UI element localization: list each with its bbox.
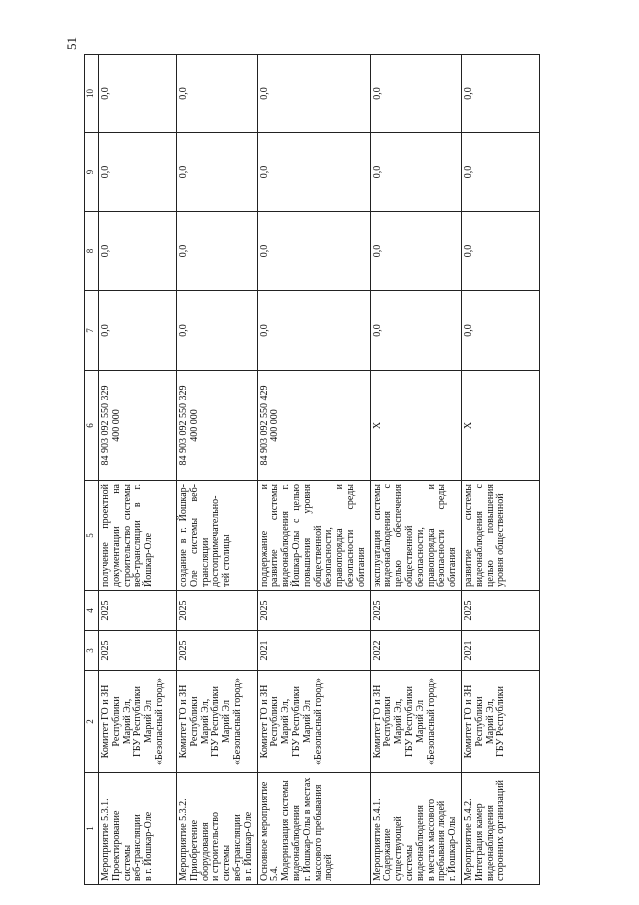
- value-cell: 0,0: [99, 55, 177, 133]
- executor-cell: Комитет ГО и ЗН Республики Марий Эл, ГБУ Республики Марий Эл «Безопасный город»: [257, 671, 370, 773]
- column-number: 2: [85, 671, 99, 773]
- value-cell: 0,0: [461, 212, 539, 291]
- column-number: 10: [85, 55, 99, 133]
- end-year-cell: 2025: [370, 591, 461, 631]
- start-year-cell: 2022: [370, 631, 461, 671]
- activity-name-cell: Мероприятие 5.4.1. Содержание существующей системы видеонаблюдения в местах массового пребывания людей г. Йошкар-Олы: [370, 773, 461, 885]
- value-cell: 0,0: [99, 133, 177, 212]
- start-year-cell: 2025: [99, 631, 177, 671]
- value-cell: 0,0: [257, 212, 370, 291]
- program-activities-table: [84, 54, 540, 885]
- column-number: 1: [85, 773, 99, 885]
- budget-code-cell: 84 903 092 550 329 400 000: [177, 371, 258, 481]
- value-cell: 0,0: [370, 133, 461, 212]
- value-cell: 0,0: [461, 291, 539, 371]
- activity-name-cell: Основное мероприятие 5.4. Модернизация системы видеонаблюдения г. Йошкар-Олы в местах массового пребывания людей: [257, 773, 370, 885]
- end-year-cell: 2025: [99, 591, 177, 631]
- column-number: 4: [85, 591, 99, 631]
- page-number: 51: [64, 37, 79, 50]
- budget-code-cell: Х: [461, 371, 539, 481]
- column-number: 6: [85, 371, 99, 481]
- start-year-cell: 2025: [177, 631, 258, 671]
- table-row: [370, 55, 461, 885]
- value-cell: 0,0: [99, 212, 177, 291]
- value-cell: 0,0: [177, 212, 258, 291]
- table-row: [99, 55, 177, 885]
- column-number: 9: [85, 133, 99, 212]
- expected-result-cell: развитие системы видеонаблюдения с целью повышения уровня общественной: [461, 481, 539, 591]
- value-cell: 0,0: [177, 55, 258, 133]
- value-cell: 0,0: [370, 55, 461, 133]
- end-year-cell: 2025: [461, 591, 539, 631]
- column-number: 8: [85, 212, 99, 291]
- column-number: 3: [85, 631, 99, 671]
- value-cell: 0,0: [257, 291, 370, 371]
- table-row: [257, 55, 370, 885]
- budget-code-cell: Х: [370, 371, 461, 481]
- budget-code-cell: 84 903 092 550 329 400 000: [99, 371, 177, 481]
- expected-result-cell: получение проектной документации на строительство системы веб-трансляции в г. Йошкар-Оле: [99, 481, 177, 591]
- value-cell: 0,0: [370, 291, 461, 371]
- value-cell: 0,0: [370, 212, 461, 291]
- budget-code-cell: 84 903 092 550 429 400 000: [257, 371, 370, 481]
- value-cell: 0,0: [177, 133, 258, 212]
- start-year-cell: 2021: [257, 631, 370, 671]
- activity-name-cell: Мероприятие 5.4.2. Интеграция камер видеонаблюдения сторонних организаций: [461, 773, 539, 885]
- start-year-cell: 2021: [461, 631, 539, 671]
- executor-cell: Комитет ГО и ЗН Республики Марий Эл, ГБУ Республики: [461, 671, 539, 773]
- expected-result-cell: создание в г. Йошкар-Оле системы веб-трансляции достопримечательно- тей столицы: [177, 481, 258, 591]
- column-number-row: [85, 55, 99, 885]
- value-cell: 0,0: [257, 133, 370, 212]
- activity-name-cell: Мероприятие 5.3.1. Проектирование системы веб-трансляции в г. Йошкар-Оле: [99, 773, 177, 885]
- executor-cell: Комитет ГО и ЗН Республики Марий Эл, ГБУ Республики Марий Эл «Безопасный город»: [370, 671, 461, 773]
- activity-name-cell: Мероприятие 5.3.2. Приобретение оборудования и строительство системы веб-трансляции в г. Йошкар-Оле: [177, 773, 258, 885]
- value-cell: 0,0: [461, 55, 539, 133]
- value-cell: 0,0: [257, 55, 370, 133]
- value-cell: 0,0: [177, 291, 258, 371]
- executor-cell: Комитет ГО и ЗН Республики Марий Эл, ГБУ Республики Марий Эл «Безопасный город»: [99, 671, 177, 773]
- value-cell: 0,0: [461, 133, 539, 212]
- end-year-cell: 2025: [177, 591, 258, 631]
- table-row: [461, 55, 539, 885]
- executor-cell: Комитет ГО и ЗН Республики Марий Эл, ГБУ Республики Марий Эл «Безопасный город»: [177, 671, 258, 773]
- end-year-cell: 2025: [257, 591, 370, 631]
- column-number: 7: [85, 291, 99, 371]
- expected-result-cell: эксплуатация системы видеонаблюдения с целью обеспечения общественной безопасности, правопорядка и безопасности среды обитания: [370, 481, 461, 591]
- column-number: 5: [85, 481, 99, 591]
- value-cell: 0,0: [99, 291, 177, 371]
- expected-result-cell: поддержание и развитие системы видеонаблюдения г. Йошкар-Олы с целью повышения уровня общественной безопасности, правопорядка и безопасности среды обитания: [257, 481, 370, 591]
- table-row: [177, 55, 258, 885]
